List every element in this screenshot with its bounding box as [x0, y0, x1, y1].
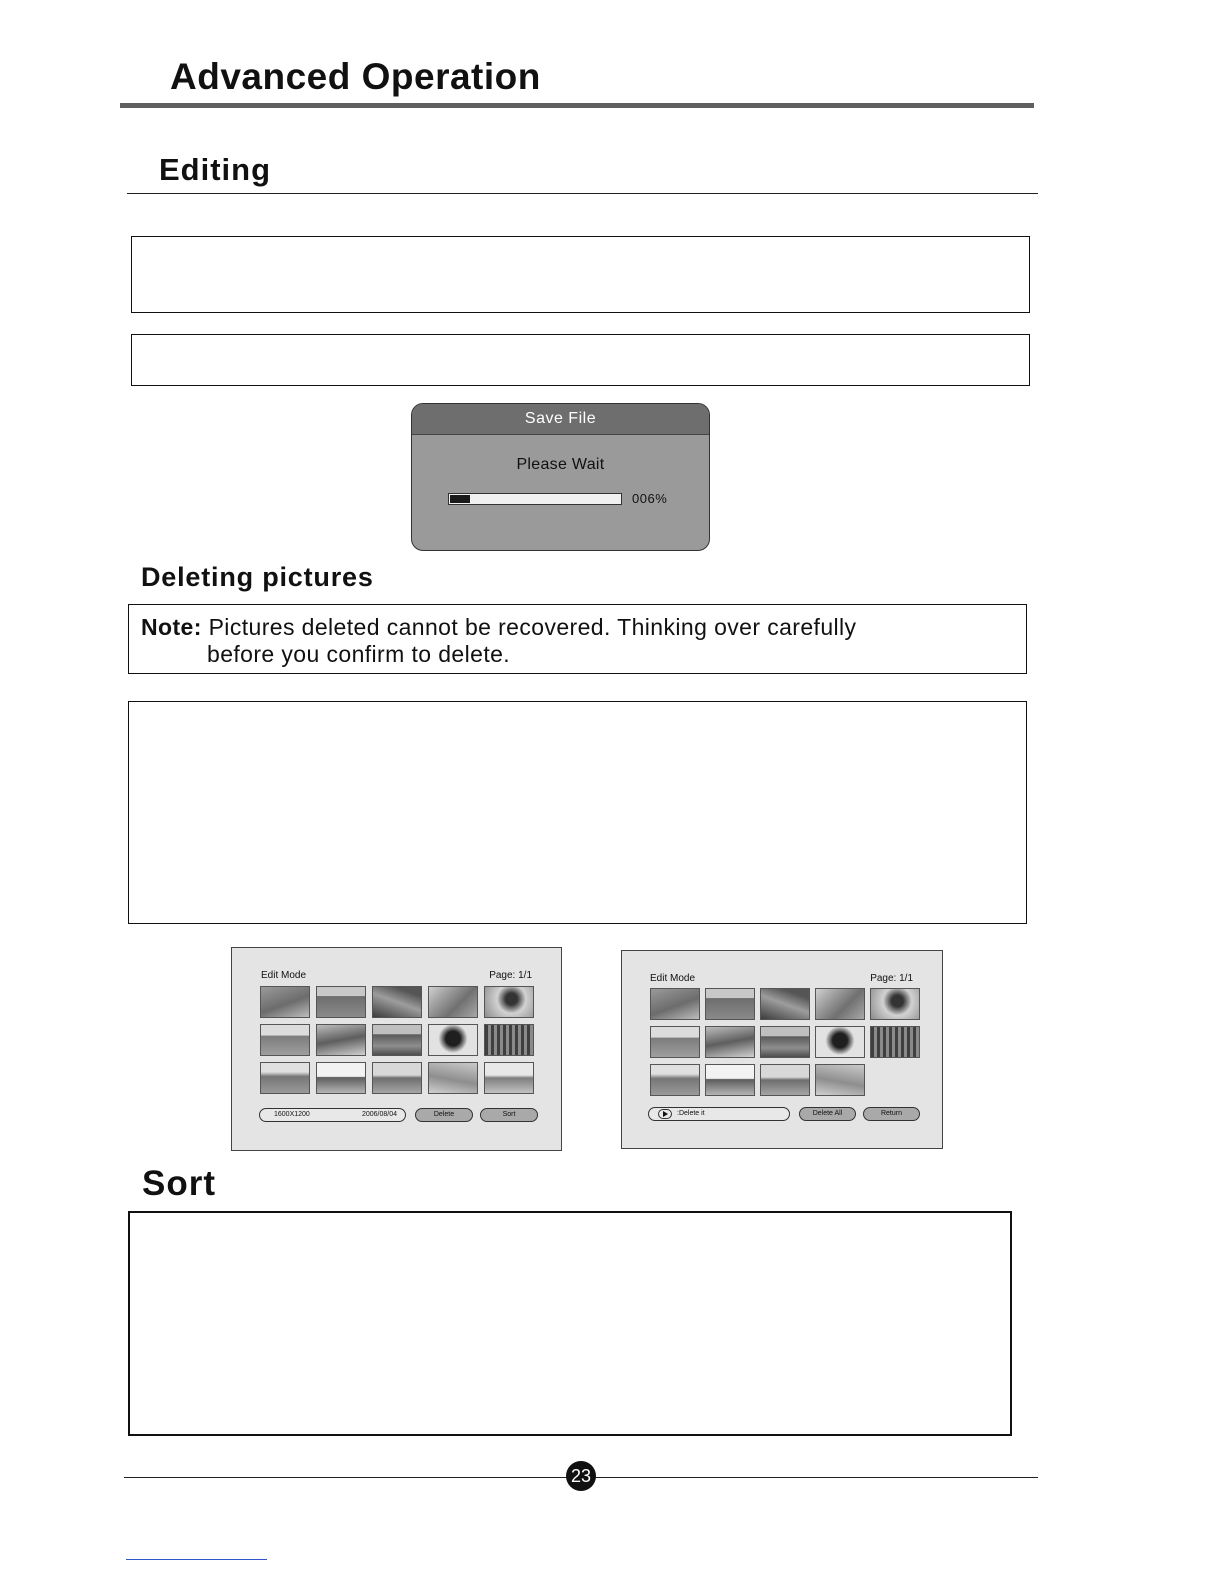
photo-thumbnail[interactable] — [372, 1024, 422, 1056]
play-icon — [658, 1109, 672, 1119]
delete-button[interactable]: Delete — [415, 1108, 473, 1122]
delete-note-box — [128, 604, 1027, 674]
photo-thumbnail[interactable] — [815, 1026, 865, 1058]
thumbnail-grid — [650, 988, 919, 1096]
delete-hint-bar — [648, 1107, 790, 1121]
save-file-dialog — [411, 403, 710, 551]
photo-thumbnail[interactable] — [428, 1062, 478, 1094]
photo-thumbnail[interactable] — [760, 1064, 810, 1096]
photo-thumbnail[interactable] — [760, 1026, 810, 1058]
editing-text-box-1 — [131, 236, 1030, 313]
deleting-text-box — [128, 701, 1027, 924]
photo-thumbnail[interactable] — [650, 988, 700, 1020]
deleting-heading: Deleting pictures — [141, 562, 374, 592]
sort-text-box — [128, 1211, 1012, 1436]
photo-thumbnail[interactable] — [372, 1062, 422, 1094]
photo-info-bar — [259, 1108, 406, 1122]
photo-thumbnail[interactable] — [372, 986, 422, 1018]
edit-mode-panel-left — [231, 947, 562, 1151]
delete-all-button[interactable]: Delete All — [799, 1107, 856, 1121]
photo-thumbnail[interactable] — [650, 1064, 700, 1096]
page-indicator: Page: 1/1 — [870, 973, 913, 984]
photo-thumbnail[interactable] — [260, 1062, 310, 1094]
photo-thumbnail[interactable] — [870, 988, 920, 1020]
return-button[interactable]: Return — [863, 1107, 920, 1121]
photo-thumbnail[interactable] — [815, 988, 865, 1020]
edit-mode-panel-right — [621, 950, 943, 1149]
sort-heading: Sort — [142, 1164, 216, 1203]
title-divider — [120, 103, 1034, 108]
footer-link-underline — [126, 1559, 267, 1560]
edit-mode-title: Edit Mode — [650, 973, 696, 984]
page-indicator: Page: 1/1 — [489, 970, 532, 981]
photo-thumbnail[interactable] — [316, 986, 366, 1018]
save-progress-percent: 006% — [632, 491, 668, 506]
sort-button[interactable]: Sort — [480, 1108, 538, 1122]
photo-date: 2006/08/04 — [361, 1111, 397, 1118]
note-line-1: Pictures deleted cannot be recovered. Thinking over carefully — [201, 614, 857, 640]
photo-thumbnail[interactable] — [484, 986, 534, 1018]
photo-thumbnail[interactable] — [316, 1062, 366, 1094]
edit-mode-title: Edit Mode — [261, 970, 307, 981]
photo-thumbnail[interactable] — [484, 1024, 534, 1056]
save-progress-fill — [450, 495, 470, 503]
photo-thumbnail[interactable] — [760, 988, 810, 1020]
editing-heading: Editing — [159, 152, 272, 187]
editing-divider — [127, 193, 1038, 194]
note-label: Note: — [141, 614, 202, 640]
photo-thumbnail[interactable] — [428, 1024, 478, 1056]
photo-thumbnail[interactable] — [260, 986, 310, 1018]
photo-thumbnail[interactable] — [484, 1062, 534, 1094]
please-wait-message: Please Wait — [516, 456, 605, 473]
page-title: Advanced Operation — [170, 56, 541, 97]
delete-hint-text: :Delete it — [677, 1110, 705, 1117]
photo-thumbnail[interactable] — [870, 1026, 920, 1058]
photo-thumbnail[interactable] — [705, 1026, 755, 1058]
photo-thumbnail[interactable] — [260, 1024, 310, 1056]
delete-note-text — [141, 614, 856, 668]
photo-thumbnail[interactable] — [316, 1024, 366, 1056]
photo-thumbnail[interactable] — [705, 988, 755, 1020]
photo-thumbnail[interactable] — [815, 1064, 865, 1096]
save-file-dialog-title: Save File — [412, 404, 709, 435]
photo-resolution: 1600X1200 — [274, 1111, 310, 1118]
photo-thumbnail[interactable] — [650, 1026, 700, 1058]
save-progress-bar — [448, 493, 622, 505]
note-line-2: before you confirm to delete. — [207, 641, 511, 667]
photo-thumbnail[interactable] — [428, 986, 478, 1018]
thumbnail-grid — [260, 986, 534, 1094]
editing-text-box-2 — [131, 334, 1030, 386]
page-number-badge: 23 — [566, 1461, 596, 1491]
photo-thumbnail[interactable] — [705, 1064, 755, 1096]
